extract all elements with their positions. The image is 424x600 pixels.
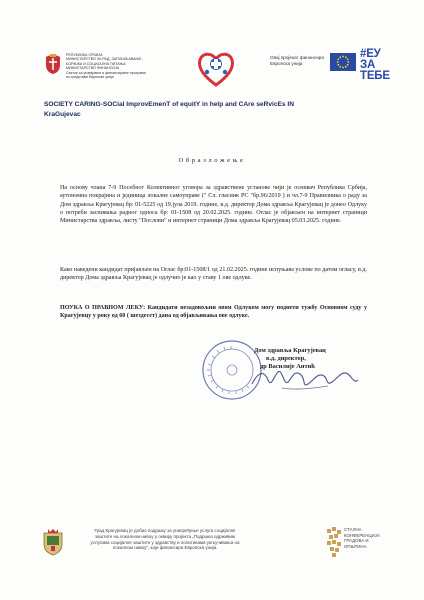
page-footer	[42, 526, 382, 572]
page-header	[44, 47, 389, 93]
eu-slogan	[360, 49, 406, 82]
serbia-crest-icon	[44, 53, 62, 75]
partner-line: КОНФЕРЕНЦИЈА	[344, 532, 380, 538]
eu-funding-text	[270, 55, 330, 67]
partner-name	[344, 527, 384, 549]
footer-funding-note	[72, 528, 258, 551]
paragraph-legal-basis: На основу члана 7-9 Посебног Колективног уговора за здравствене установе чији је оснивач Република Србија, аутономна покрајина и јединица локалне самоуправе (" Сл. гласник РС "бр.96/2019 ) и чл.7-9 Правилника о раду за Дом здравља Крагујевац бр: 01-5225 од 19.јула 2019. године, в.д. директор Дома здравља Крагујевац је донео Одлуку о потреби заснивања радног односа бр: 01-1508 од 20.02.2025. године. Оглас је објављен на интернет страници Министарства здравља, листу "Послови" и интернет страници Дома здравља Крагујевац 05.03.2025. године.	[60, 185, 367, 225]
project-title	[44, 100, 394, 119]
footer-line: заштите на локалном нивоу у оквиру пројекта „Подршка одрживим	[94, 533, 236, 539]
footer-line: Град Крагујевац је добио подршку за унапређење услуга социјалне	[94, 528, 236, 533]
partner-line: СТАЛНА	[344, 527, 362, 532]
ministry-line: Сектор за уговарање и финансирање програма	[66, 70, 146, 75]
document-heading: Образложење	[178, 157, 246, 164]
signature-role: в.д. директор,	[266, 355, 306, 362]
signature-name: др Василије Антић	[260, 363, 315, 370]
eu-text-line: Европска унија	[270, 61, 303, 66]
partner-line: ГРАДОВА И	[344, 538, 369, 544]
project-heart-logo	[196, 47, 236, 89]
kragujevac-crest-icon	[42, 528, 64, 556]
eu-slogan-line: #ЕУ	[360, 48, 381, 60]
project-title-line: KraGujevac	[44, 110, 81, 118]
ministry-line: РЕПУБЛИКА СРБИЈА	[66, 53, 103, 57]
signature-institution: Дом здравља Крагујевац	[254, 347, 326, 354]
handwritten-signature	[248, 362, 360, 396]
ministry-line: из средстава Европске уније	[66, 75, 114, 80]
partner-logo-icon	[326, 526, 342, 558]
partner-line: ОПШТИНА	[344, 543, 367, 549]
footer-line: услугама социјалне заштите у здравству и политикама укључивања на	[90, 539, 240, 545]
ministry-line: МИНИСТАРСТВО ЗА РАД, ЗАПОШЉАВАЊЕ,	[66, 57, 143, 62]
eu-flag-icon	[330, 53, 356, 71]
eu-slogan-line: ЗА ТЕБЕ	[360, 59, 390, 82]
legal-remedy-notice: ПОУКА О ПРАВНОМ ЛЕКУ: Кандидати незадовољни овом Одлуком могу поднети тужбу Основном суду у Крагујевцу у року од 60 ( шездесет) дана од објављивања ове одлуке.	[60, 305, 367, 320]
ministry-line: БОРАЧКА И СОЦИЈАЛНА ПИТАЊА	[66, 61, 126, 66]
eu-text-line: Овај пројекат финансира	[270, 55, 324, 60]
ministry-block	[66, 53, 166, 79]
project-title-line: SOCIETY CARING-SOCial ImprovEmenT of equitY in help and CAre seRvicEs IN	[44, 101, 295, 108]
ministry-line: МИНИСТАРСТВО ФИНАНСИЈА	[66, 66, 120, 71]
paragraph-decision: Како наведени кандидат пријављен на Оглас бр:01-1508/1 од 21.02.2025. године испуњава услове по датом огласу, в.д. директор Дома здравља Крагујевац је одлучио је као у ставу 1 ове одлуке.	[60, 267, 367, 282]
footer-line: локалном нивоу", који финансира Европска унија.	[112, 545, 218, 551]
